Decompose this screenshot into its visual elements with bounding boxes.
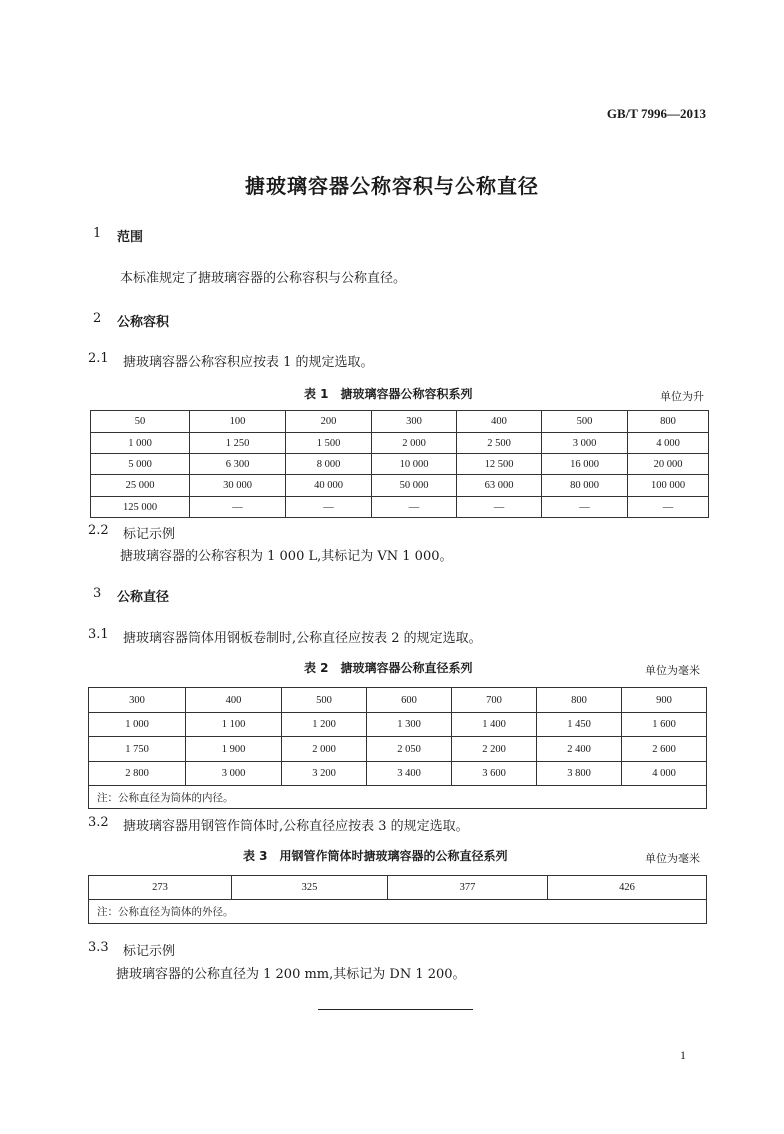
table-cell: 1 250 bbox=[190, 433, 286, 454]
end-rule bbox=[318, 1009, 473, 1010]
table-cell: 4 000 bbox=[628, 433, 709, 454]
section-2-1-number: 2.1 bbox=[88, 351, 109, 366]
section-3-2-text: 搪玻璃容器用钢管作筒体时,公称直径应按表 3 的规定选取。 bbox=[123, 819, 469, 834]
table-cell: 6 300 bbox=[190, 454, 286, 475]
table-3-note: 注：公称直径为筒体的外径。 bbox=[89, 900, 707, 924]
table-cell: 25 000 bbox=[91, 475, 190, 497]
table-1-caption: 表 1 搪玻璃容器公称容积系列 bbox=[304, 387, 473, 401]
table-cell: 1 100 bbox=[186, 713, 282, 737]
section-2-heading: 公称容积 bbox=[117, 315, 170, 330]
table-cell: 400 bbox=[186, 688, 282, 713]
section-3-2-number: 3.2 bbox=[88, 815, 109, 830]
table-cell: 40 000 bbox=[286, 475, 372, 497]
table-cell: 600 bbox=[367, 688, 452, 713]
table-3-unit: 单位为毫米 bbox=[645, 852, 700, 865]
section-1-text: 本标准规定了搪玻璃容器的公称容积与公称直径。 bbox=[120, 271, 407, 286]
table-cell: 2 050 bbox=[367, 737, 452, 762]
table-cell: 100 000 bbox=[628, 475, 709, 497]
section-2-1-text: 搪玻璃容器公称容积应按表 1 的规定选取。 bbox=[123, 355, 374, 370]
table-cell: 800 bbox=[537, 688, 622, 713]
section-3-heading: 公称直径 bbox=[117, 590, 170, 605]
table-2-note: 注：公称直径为筒体的内径。 bbox=[89, 786, 707, 809]
table-cell: 100 bbox=[190, 411, 286, 433]
table-1 bbox=[90, 410, 709, 518]
table-cell: 20 000 bbox=[628, 454, 709, 475]
document-title: 搪玻璃容器公称容积与公称直径 bbox=[245, 174, 539, 198]
table-cell: 800 bbox=[628, 411, 709, 433]
table-cell: 500 bbox=[282, 688, 367, 713]
table-cell: 1 450 bbox=[537, 713, 622, 737]
table-cell: 2 800 bbox=[89, 762, 186, 786]
table-cell: 63 000 bbox=[457, 475, 542, 497]
table-cell: 900 bbox=[622, 688, 707, 713]
table-cell: 12 500 bbox=[457, 454, 542, 475]
table-cell: 2 400 bbox=[537, 737, 622, 762]
table-cell: 2 500 bbox=[457, 433, 542, 454]
table-cell: 3 400 bbox=[367, 762, 452, 786]
table-cell: 30 000 bbox=[190, 475, 286, 497]
table-cell: 377 bbox=[388, 876, 548, 900]
table-cell: — bbox=[372, 497, 457, 518]
table-cell: 1 900 bbox=[186, 737, 282, 762]
table-cell: — bbox=[286, 497, 372, 518]
section-2-number: 2 bbox=[93, 311, 102, 326]
table-cell: 700 bbox=[452, 688, 537, 713]
table-cell: 3 200 bbox=[282, 762, 367, 786]
table-cell: 300 bbox=[89, 688, 186, 713]
section-1-number: 1 bbox=[93, 226, 102, 241]
table-cell: 1 000 bbox=[89, 713, 186, 737]
table-cell: — bbox=[190, 497, 286, 518]
table-cell: 426 bbox=[548, 876, 707, 900]
table-cell: 200 bbox=[286, 411, 372, 433]
table-cell: 1 400 bbox=[452, 713, 537, 737]
table-cell: 1 600 bbox=[622, 713, 707, 737]
table-cell: 2 600 bbox=[622, 737, 707, 762]
table-cell: 3 000 bbox=[186, 762, 282, 786]
section-3-1-text: 搪玻璃容器筒体用钢板卷制时,公称直径应按表 2 的规定选取。 bbox=[123, 631, 482, 646]
table-cell: 16 000 bbox=[542, 454, 628, 475]
table-1-unit: 单位为升 bbox=[660, 390, 704, 403]
table-cell: 125 000 bbox=[91, 497, 190, 518]
table-3 bbox=[88, 875, 707, 924]
section-2-2-text: 搪玻璃容器的公称容积为 1 000 L,其标记为 VN 1 000。 bbox=[120, 549, 453, 564]
table-cell: 500 bbox=[542, 411, 628, 433]
table-cell: 5 000 bbox=[91, 454, 190, 475]
section-1-heading: 范围 bbox=[117, 230, 144, 245]
section-3-number: 3 bbox=[93, 586, 102, 601]
table-cell: — bbox=[628, 497, 709, 518]
standard-code: GB/T 7996—2013 bbox=[606, 106, 706, 121]
table-cell: 10 000 bbox=[372, 454, 457, 475]
section-2-2-heading: 标记示例 bbox=[123, 527, 176, 542]
table-cell: 50 000 bbox=[372, 475, 457, 497]
table-cell: 1 000 bbox=[91, 433, 190, 454]
table-cell: 1 200 bbox=[282, 713, 367, 737]
table-2 bbox=[88, 687, 707, 809]
table-cell: 3 600 bbox=[452, 762, 537, 786]
table-cell: 2 200 bbox=[452, 737, 537, 762]
table-cell: 325 bbox=[232, 876, 388, 900]
table-3-caption: 表 3 用钢管作筒体时搪玻璃容器的公称直径系列 bbox=[243, 849, 508, 863]
table-2-unit: 单位为毫米 bbox=[645, 664, 700, 677]
table-cell: 1 500 bbox=[286, 433, 372, 454]
section-3-3-text: 搪玻璃容器的公称直径为 1 200 mm,其标记为 DN 1 200。 bbox=[116, 967, 466, 982]
table-cell: 300 bbox=[372, 411, 457, 433]
table-cell: — bbox=[542, 497, 628, 518]
table-cell: 273 bbox=[89, 876, 232, 900]
table-cell: 4 000 bbox=[622, 762, 707, 786]
section-2-2-number: 2.2 bbox=[88, 523, 109, 538]
table-2-caption: 表 2 搪玻璃容器公称直径系列 bbox=[304, 661, 473, 675]
table-cell: — bbox=[457, 497, 542, 518]
table-cell: 1 300 bbox=[367, 713, 452, 737]
section-3-1-number: 3.1 bbox=[88, 627, 109, 642]
table-cell: 8 000 bbox=[286, 454, 372, 475]
table-cell: 400 bbox=[457, 411, 542, 433]
table-cell: 3 800 bbox=[537, 762, 622, 786]
table-cell: 80 000 bbox=[542, 475, 628, 497]
page-number: 1 bbox=[680, 1048, 686, 1062]
table-cell: 2 000 bbox=[282, 737, 367, 762]
section-3-3-number: 3.3 bbox=[88, 940, 109, 955]
table-cell: 3 000 bbox=[542, 433, 628, 454]
table-cell: 1 750 bbox=[89, 737, 186, 762]
section-3-3-heading: 标记示例 bbox=[123, 944, 176, 959]
table-cell: 2 000 bbox=[372, 433, 457, 454]
table-cell: 50 bbox=[91, 411, 190, 433]
